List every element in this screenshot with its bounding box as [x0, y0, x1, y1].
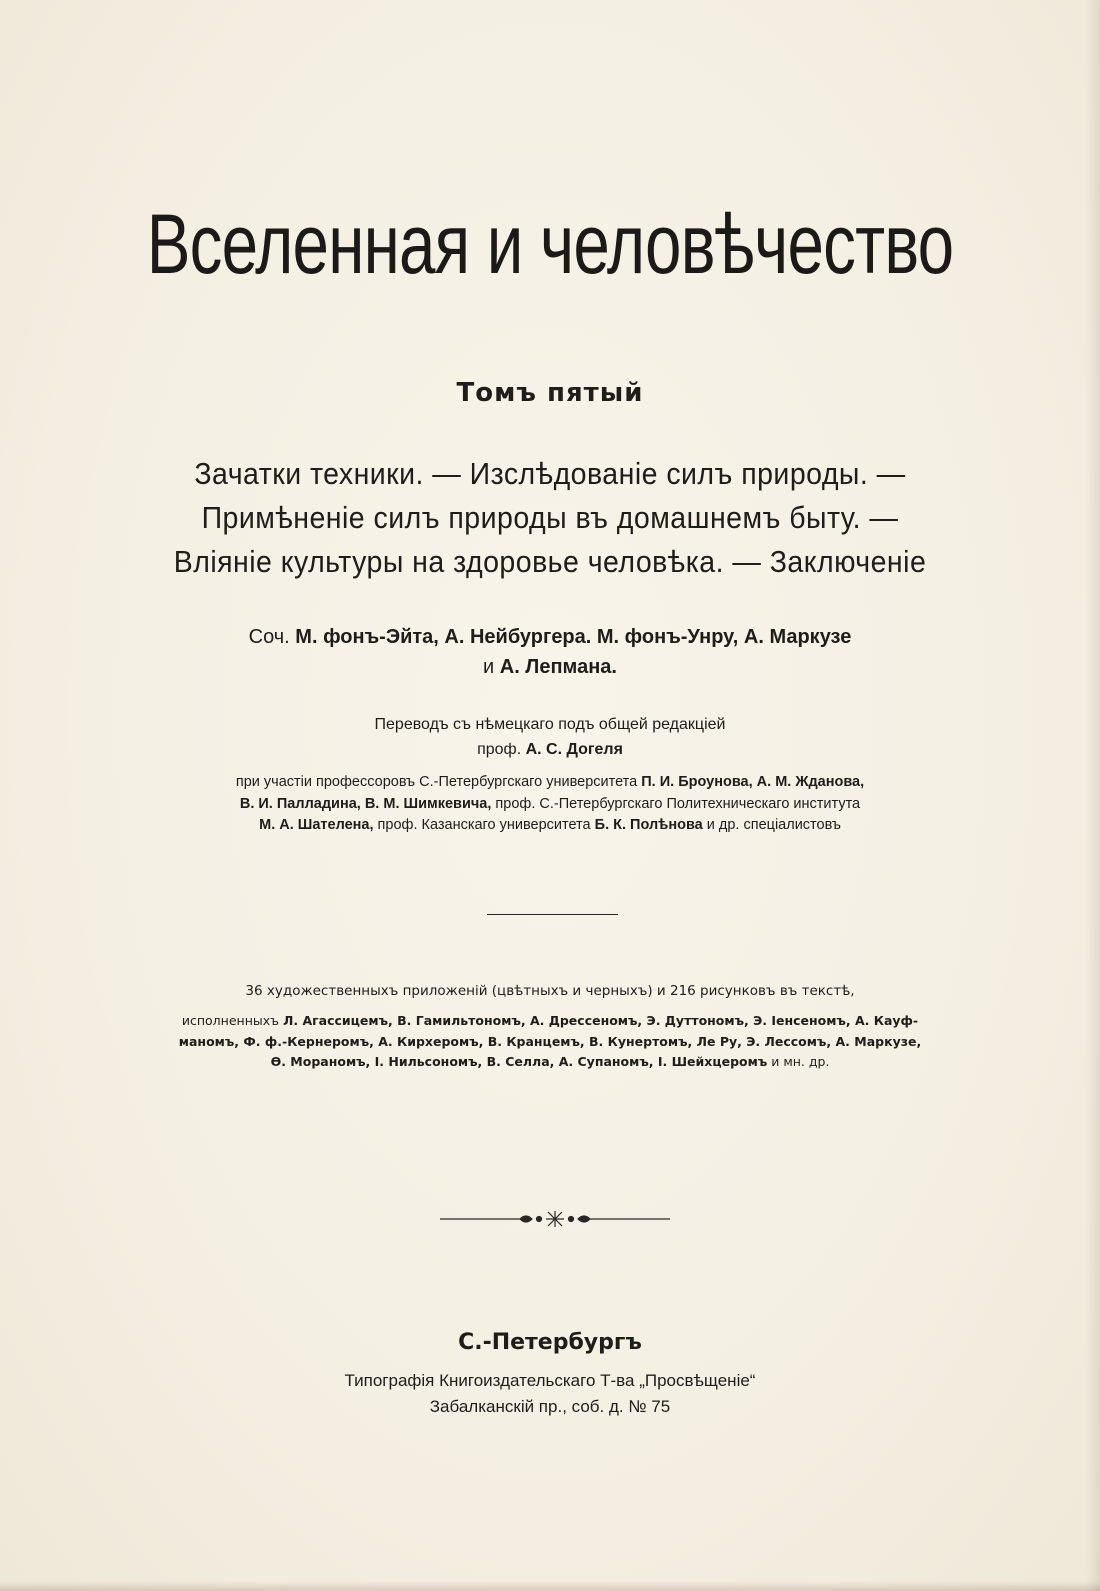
- participants-line-3: [0, 815, 1100, 837]
- printer-address: Забалканскій пр., соб. д. № 75: [429, 1397, 671, 1416]
- artists-prefix: исполненныхъ: [181, 1013, 279, 1028]
- artists-line-3: [0, 1052, 1100, 1073]
- printer-block: [0, 1368, 1100, 1420]
- participants-names: В. И. Палладина, В. М. Шимкевича,: [239, 795, 492, 812]
- editor-name: А. С. Догеля: [525, 741, 623, 758]
- authors-line-1: [0, 622, 1100, 652]
- authors-conjunction: и: [483, 656, 495, 678]
- participants-line-1: [0, 772, 1100, 794]
- authors-prefix: Соч.: [248, 626, 290, 648]
- illustrations-count: 36 художественныхъ приложеній (цвѣтныхъ и черныхъ) и 216 рисунковъ въ текстѣ,: [245, 983, 855, 999]
- artists-line-1: [0, 1011, 1100, 1032]
- participants-block: [0, 772, 1100, 837]
- publication-city: С.-Петербургъ: [458, 1330, 642, 1355]
- authors-names-2: А. Лепмана.: [499, 656, 617, 678]
- artists-names: Л. Агассицемъ, В. Гамильтономъ, А. Дрессеномъ, Э. Дуттономъ, Э. Іенсеномъ, А. Кауф-: [282, 1013, 919, 1028]
- contents-line: Вліяніе культуры на здоровье человѣка. — Заключеніе: [173, 544, 927, 579]
- artists-line-2: [0, 1032, 1100, 1053]
- divider-rule: [487, 914, 618, 915]
- authors-block: [0, 622, 1100, 682]
- participants-line-2: [0, 794, 1100, 816]
- participants-text: при участіи профессоровъ С.-Петербургскаго университета: [235, 774, 638, 790]
- artists-names: маномъ, Ф. ф.-Кернеромъ, А. Кирхеромъ, В. Кранцемъ, В. Кунертомъ, Ле Ру, Э. Лессомъ, А. Маркузе,: [178, 1033, 922, 1049]
- participants-names: Б. К. Полѣнова: [594, 817, 703, 833]
- participants-names: М. А. Шателена,: [259, 817, 374, 833]
- translation-line: Переводъ съ нѣмецкаго подъ общей редакціей: [374, 716, 726, 733]
- participants-text: и др. спеціалистовъ: [706, 817, 841, 833]
- printer-name: Типографія Книгоиздательскаго Т-ва „Просвѣщеніе“: [344, 1371, 756, 1390]
- contents-line: Примѣненіе силъ природы въ домашнемъ быту. —: [201, 500, 899, 535]
- authors-line-2: [0, 652, 1100, 682]
- participants-names: П. И. Броунова, А. М. Жданова,: [641, 774, 865, 790]
- editor-line: [0, 737, 1100, 762]
- book-title: Вселенная и человѣчество: [146, 197, 954, 291]
- contents-line: Зачатки техники. — Изслѣдованіе силъ природы. —: [194, 456, 906, 491]
- ornament-divider-icon: [440, 1210, 670, 1228]
- artists-tail: и мн. др.: [771, 1054, 830, 1069]
- participants-text: проф. Казанскаго университета: [377, 817, 591, 833]
- volume-label: Томъ пятый: [456, 378, 644, 408]
- translation-block: [0, 712, 1100, 762]
- participants-text: проф. С.-Петербургскаго Политехническаго института: [495, 795, 861, 812]
- contents-summary: [44, 452, 1056, 584]
- editor-prefix: проф.: [477, 741, 522, 758]
- page-edge-bottom: [0, 1581, 1100, 1591]
- authors-names-1: М. фонъ-Эйта, А. Нейбургера. М. фонъ-Унру, А. Маркузе: [295, 626, 852, 648]
- artists-block: [0, 1011, 1100, 1073]
- artists-names: Ѳ. Морaномъ, І. Нильсономъ, В. Селла, А. Супаномъ, І. Шейхцеромъ: [270, 1054, 768, 1069]
